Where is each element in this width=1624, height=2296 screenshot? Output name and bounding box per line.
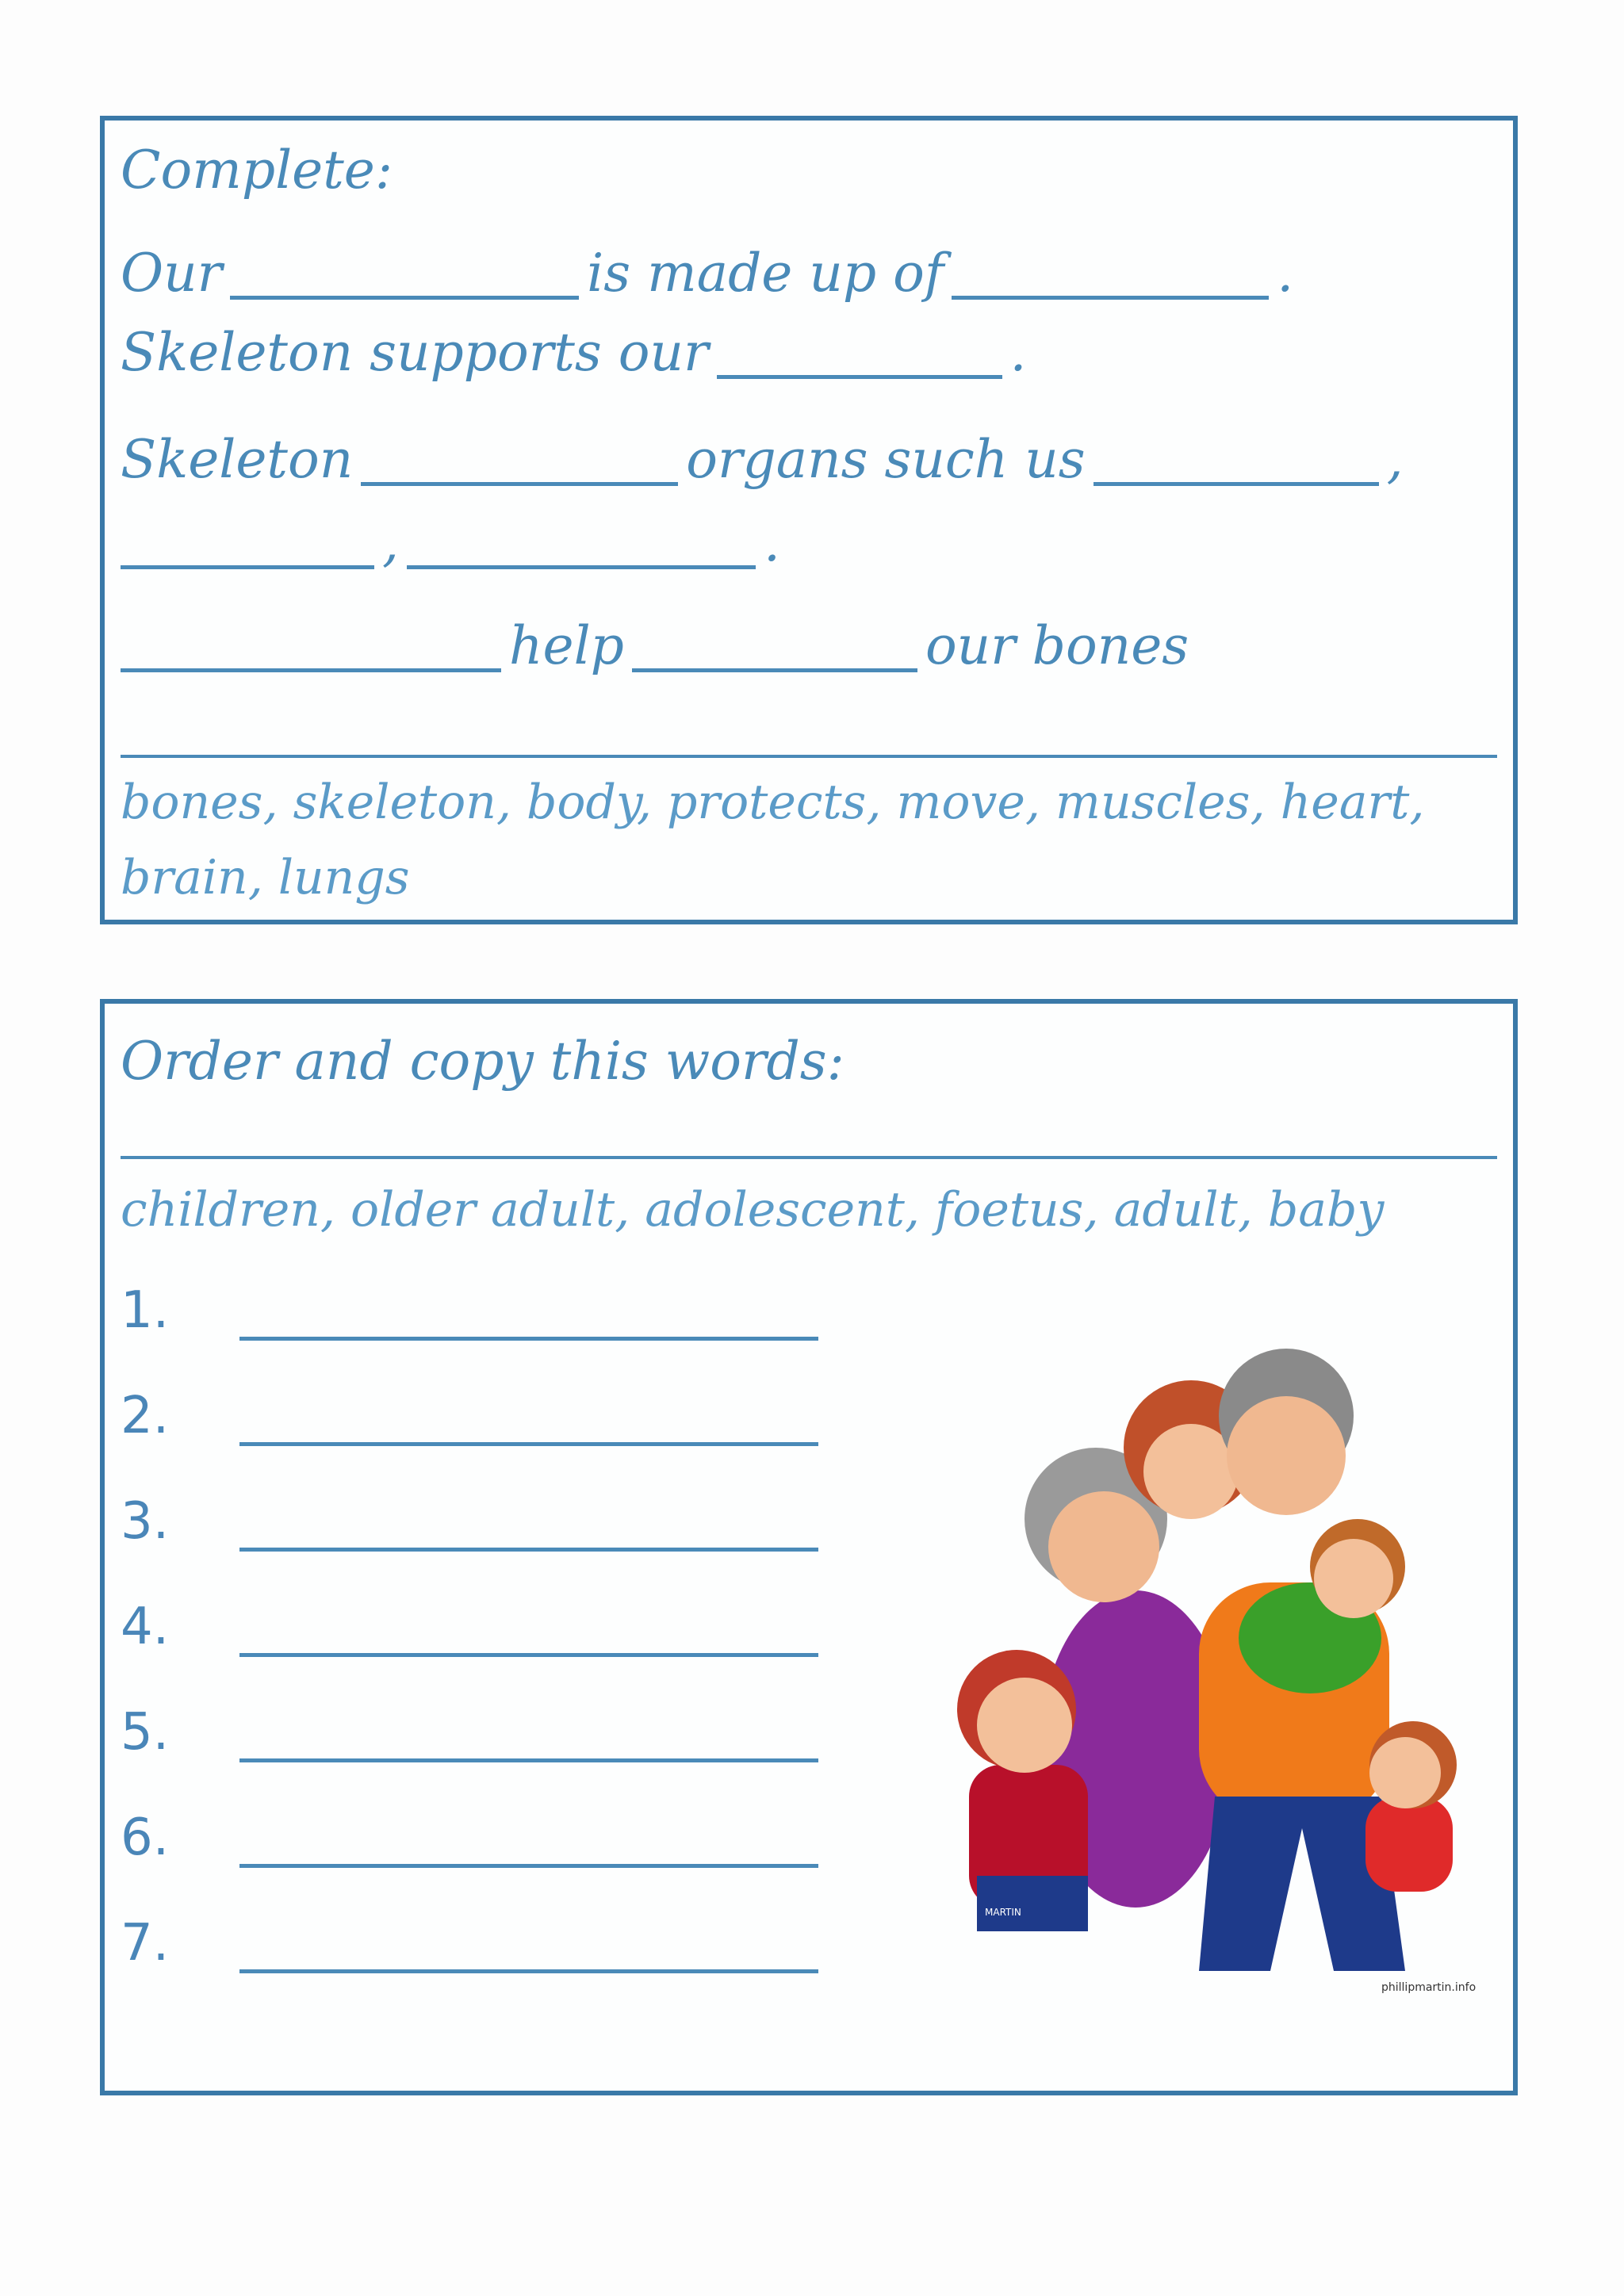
answer-blank[interactable] bbox=[239, 1442, 818, 1446]
blank-field[interactable] bbox=[407, 519, 756, 569]
blank-field[interactable] bbox=[361, 436, 678, 486]
answer-number: 4. bbox=[121, 1598, 170, 1656]
girl-skirt bbox=[977, 1876, 1088, 1931]
order-exercise-box bbox=[100, 999, 1518, 2095]
answer-number: 1. bbox=[121, 1281, 170, 1340]
sentence-3 bbox=[121, 429, 1404, 490]
sentence-1-part-a: Our bbox=[121, 243, 223, 304]
divider-line bbox=[121, 755, 1497, 758]
father-face bbox=[1227, 1396, 1346, 1515]
copy-line[interactable] bbox=[121, 1156, 1497, 1159]
sentence-5 bbox=[113, 615, 1189, 676]
sentence-4-end: . bbox=[763, 512, 780, 573]
sentence-5-part-a: help bbox=[509, 615, 624, 676]
boy-face bbox=[1369, 1737, 1441, 1808]
blank-field[interactable] bbox=[121, 519, 374, 569]
sentence-4-separator: , bbox=[382, 512, 399, 573]
sentence-3-end: , bbox=[1386, 429, 1404, 490]
grandmother-face bbox=[1048, 1491, 1159, 1602]
blank-field[interactable] bbox=[121, 622, 501, 672]
illustration-mark: MARTIN bbox=[985, 1907, 1021, 1918]
answer-number: 7. bbox=[121, 1914, 170, 1973]
answer-blank[interactable] bbox=[239, 1969, 818, 1973]
blank-field[interactable] bbox=[632, 622, 917, 672]
sentence-2 bbox=[121, 322, 1027, 383]
sentence-3-part-b: organs such us bbox=[686, 429, 1086, 490]
blank-field[interactable] bbox=[952, 250, 1269, 300]
section-title: Complete: bbox=[121, 140, 393, 201]
answer-number: 6. bbox=[121, 1808, 170, 1867]
answer-number: 2. bbox=[121, 1387, 170, 1445]
word-bank: children, older adult, adolescent, foetus, adult, baby bbox=[121, 1182, 1385, 1238]
girl-face bbox=[977, 1678, 1072, 1773]
sentence-3-part-a: Skeleton bbox=[121, 429, 354, 490]
sentence-2-part-a: Skeleton supports our bbox=[121, 322, 709, 383]
word-bank-line-1: bones, skeleton, body, protects, move, muscles, heart, bbox=[121, 775, 1425, 830]
answer-number: 5. bbox=[121, 1703, 170, 1762]
sentence-1 bbox=[121, 243, 1294, 304]
answer-blank[interactable] bbox=[239, 1864, 818, 1868]
answer-blank[interactable] bbox=[239, 1548, 818, 1552]
blank-field[interactable] bbox=[230, 250, 579, 300]
blank-field[interactable] bbox=[717, 329, 1002, 379]
sentence-1-part-b: is made up of bbox=[587, 243, 944, 304]
section-title: Order and copy this words: bbox=[121, 1031, 845, 1092]
family-illustration bbox=[937, 1321, 1492, 2003]
sentence-2-end: . bbox=[1009, 322, 1027, 383]
blank-field[interactable] bbox=[1094, 436, 1379, 486]
baby-face bbox=[1314, 1539, 1393, 1618]
boy-shirt bbox=[1365, 1797, 1453, 1892]
answer-number: 3. bbox=[121, 1492, 170, 1551]
complete-exercise-box bbox=[100, 116, 1518, 924]
sentence-4 bbox=[113, 512, 780, 573]
sentence-1-end: . bbox=[1277, 243, 1294, 304]
word-bank-line-2: brain, lungs bbox=[121, 850, 410, 905]
answer-blank[interactable] bbox=[239, 1653, 818, 1657]
answer-blank[interactable] bbox=[239, 1337, 818, 1341]
illustration-credit: phillipmartin.info bbox=[1381, 1981, 1477, 1994]
answer-blank[interactable] bbox=[239, 1758, 818, 1762]
sentence-5-part-b: our bones bbox=[925, 615, 1189, 676]
